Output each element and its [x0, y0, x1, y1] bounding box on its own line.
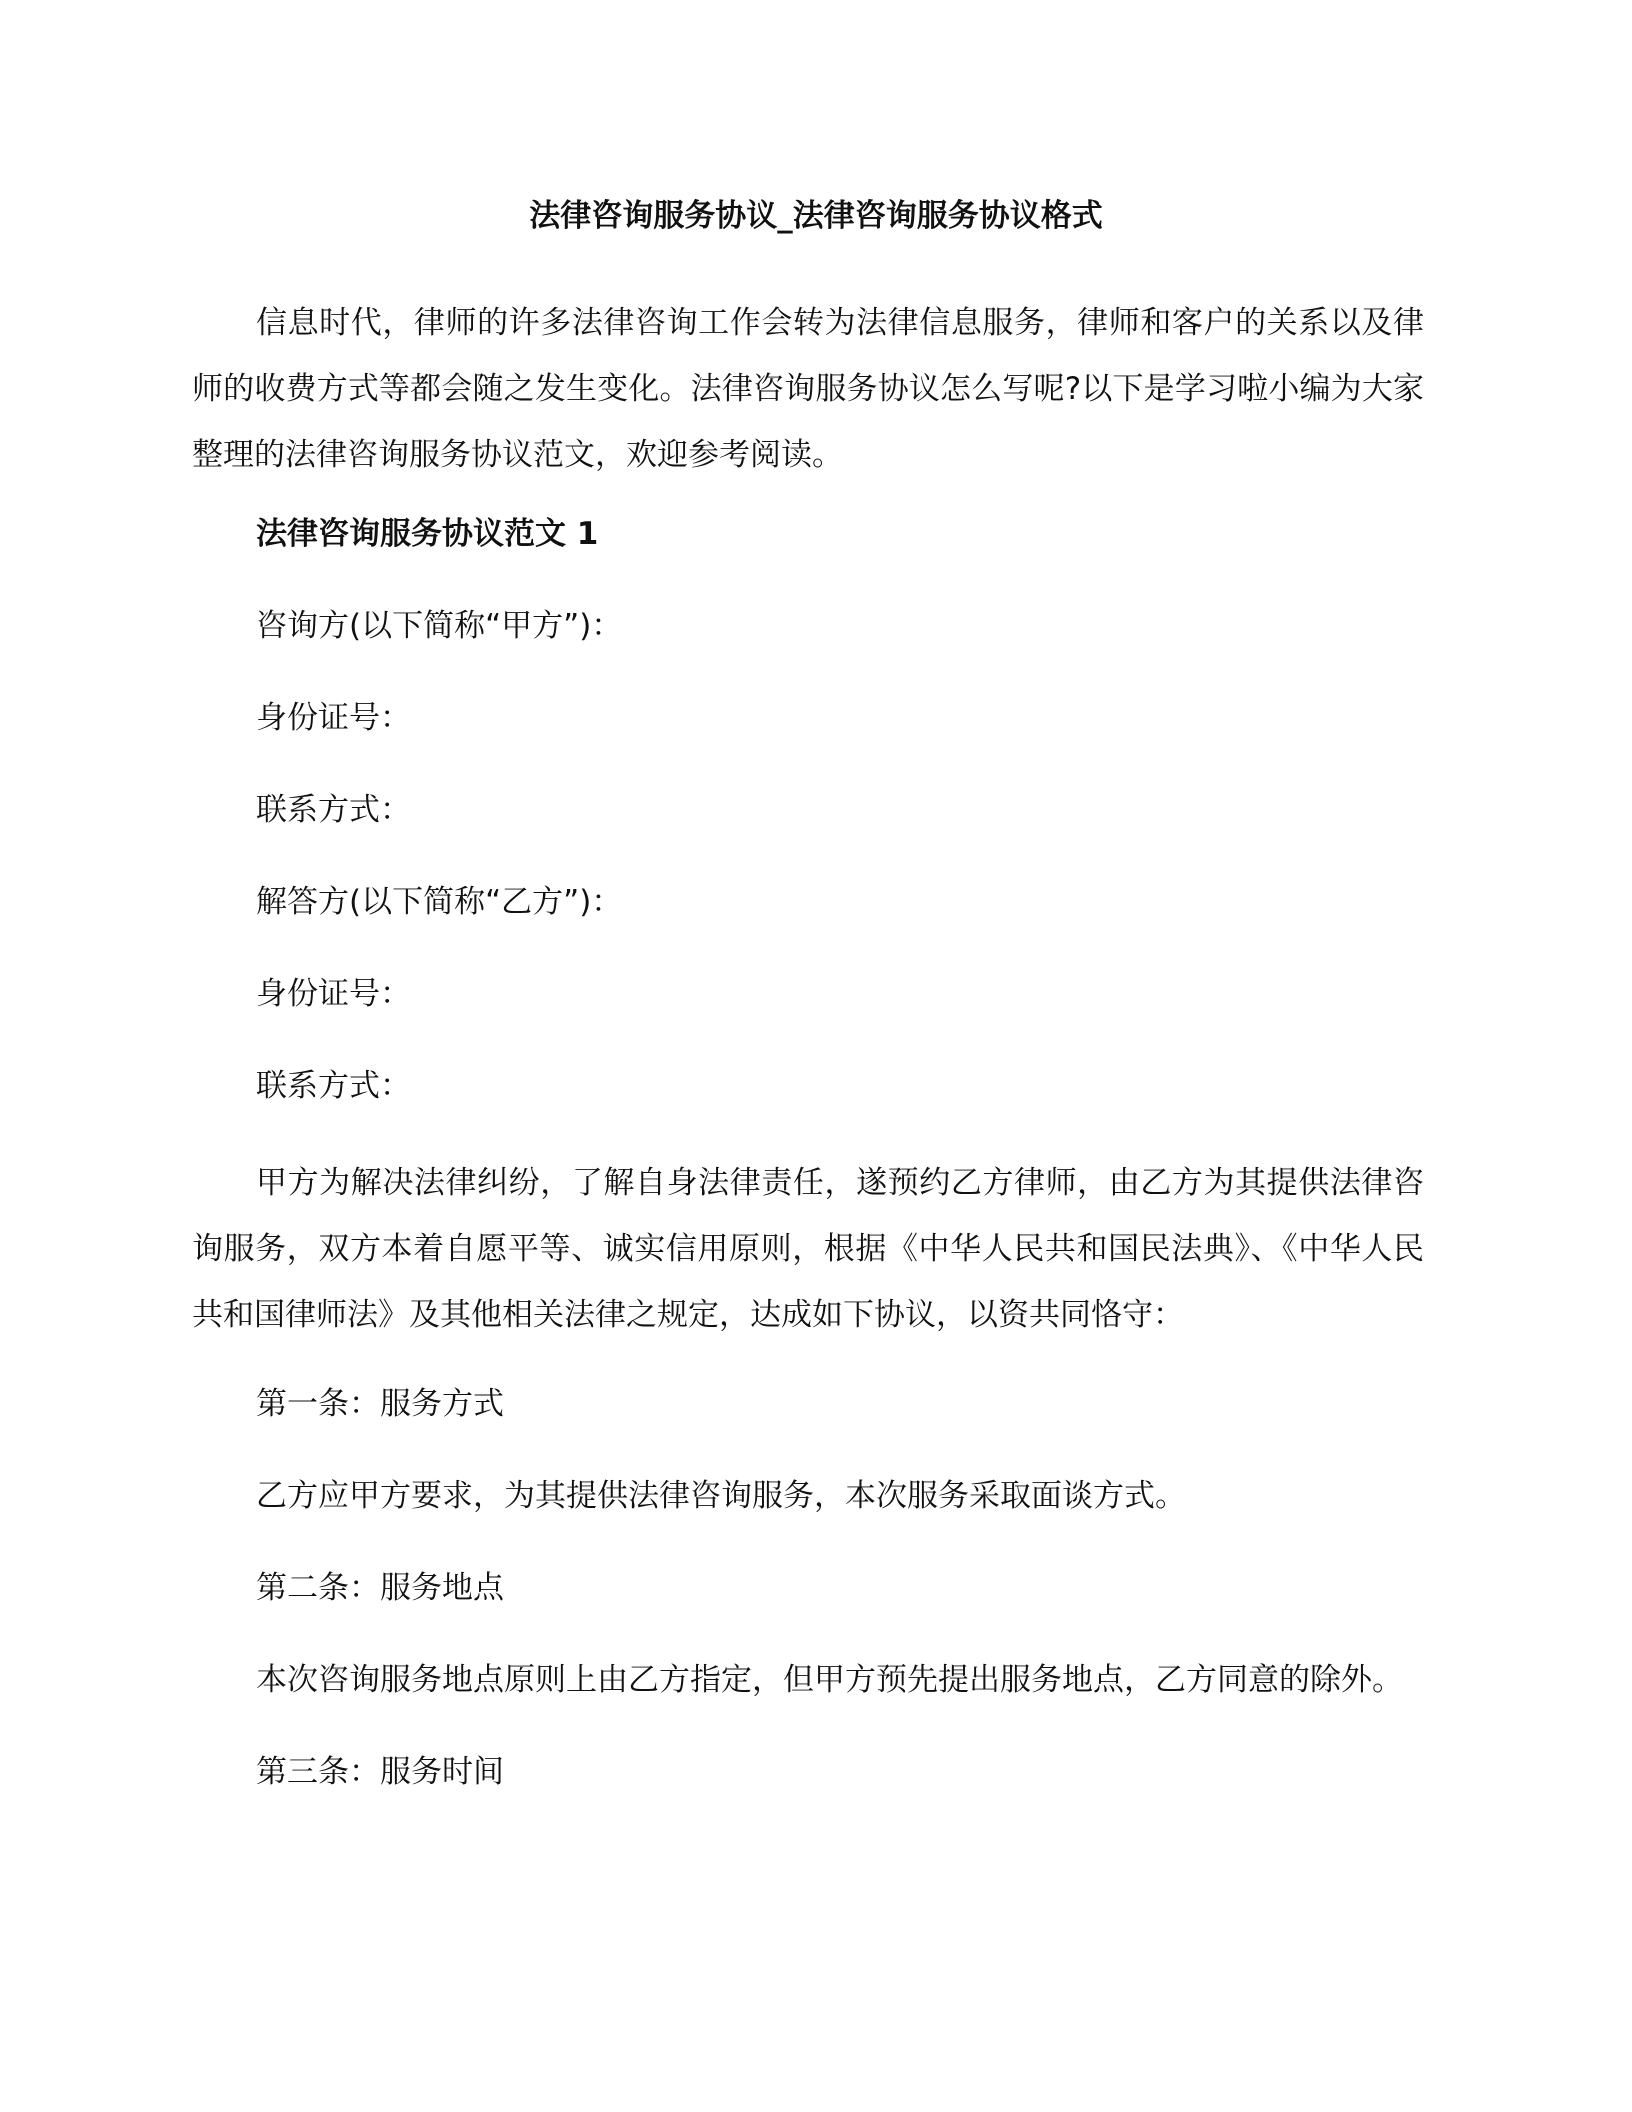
- article-2-heading: 第二条：服务地点: [256, 1570, 504, 1606]
- party-b-id-label: 身份证号：: [256, 976, 411, 1012]
- article-1-body: 乙方应甲方要求，为其提供法律咨询服务，本次服务采取面谈方式。: [256, 1478, 1186, 1514]
- article-3-heading: 第三条：服务时间: [256, 1754, 504, 1790]
- intro-paragraph: 信息时代，律师的许多法律咨询工作会转为法律信息服务，律师和客户的关系以及律师的收费方式等都会随之发生变化。法律咨询服务协议怎么写呢?以下是学习啦小编为大家整理的法律咨询服务协议范文，欢迎参考阅读。: [192, 305, 1424, 473]
- document-title: 法律咨询服务协议_法律咨询服务协议格式: [529, 198, 1103, 234]
- party-a-contact-label: 联系方式：: [256, 792, 411, 828]
- party-b-label: 解答方(以下简称“乙方”)：: [256, 884, 623, 920]
- article-1-heading: 第一条：服务方式: [256, 1386, 504, 1422]
- sample-heading: 法律咨询服务协议范文 1: [256, 516, 599, 552]
- article-2-body: 本次咨询服务地点原则上由乙方指定，但甲方预先提出服务地点，乙方同意的除外。: [256, 1662, 1403, 1698]
- party-a-id-label: 身份证号：: [256, 700, 411, 736]
- party-b-contact-label: 联系方式：: [256, 1068, 411, 1104]
- party-a-label: 咨询方(以下简称“甲方”)：: [256, 608, 623, 644]
- preamble-paragraph: 甲方为解决法律纠纷，了解自身法律责任，遂预约乙方律师，由乙方为其提供法律咨询服务，双方本着自愿平等、诚实信用原则，根据《中华人民共和国民法典》、《中华人民共和国律师法》及其他相关法律之规定，达成如下协议，以资共同恪守：: [192, 1165, 1424, 1333]
